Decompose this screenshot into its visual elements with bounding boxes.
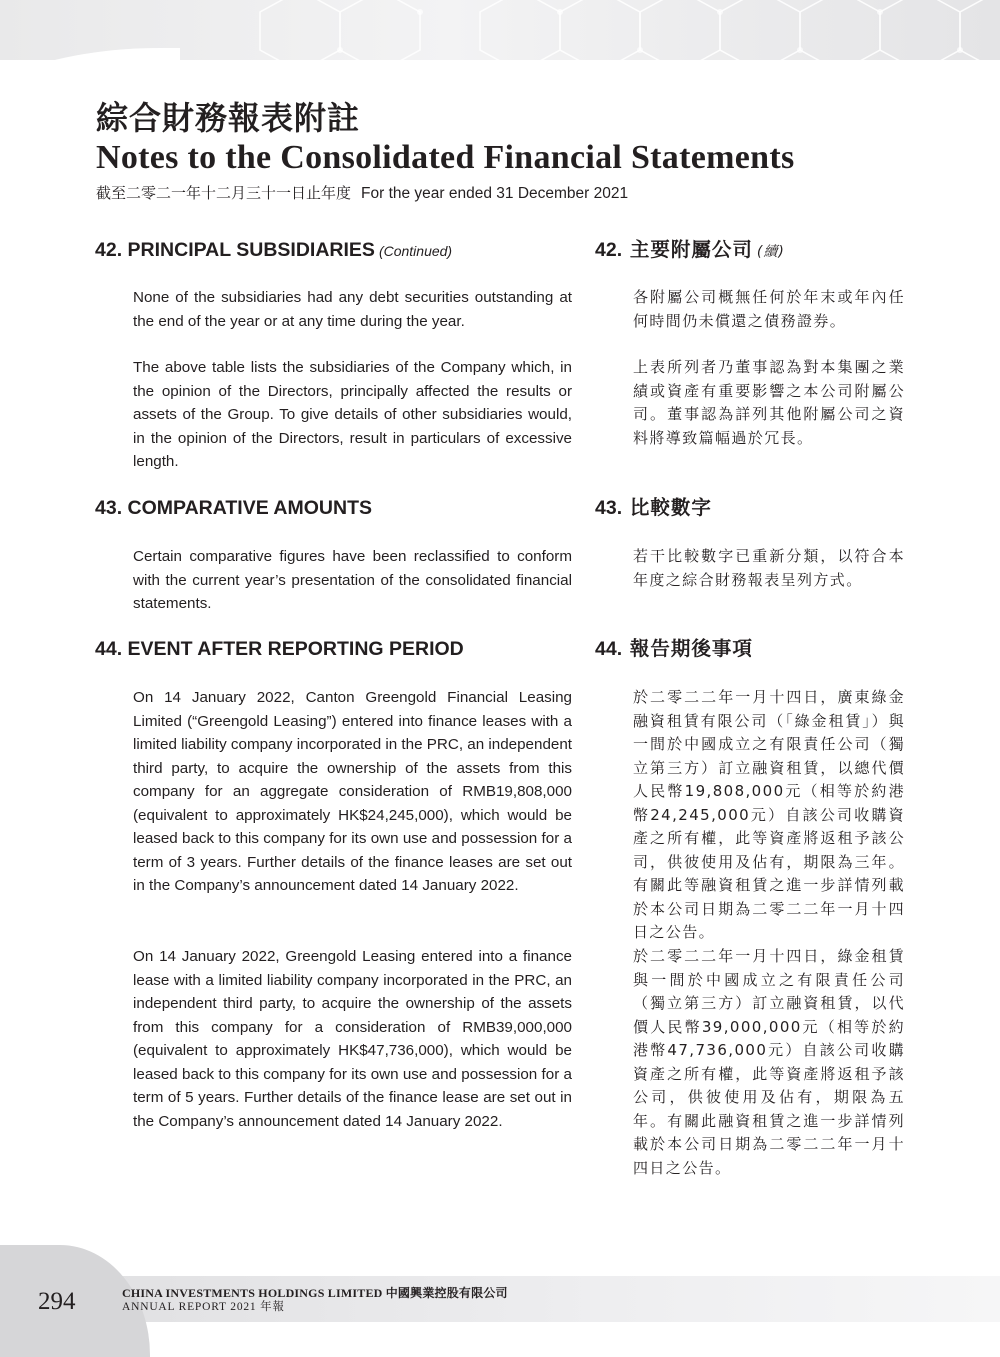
section-43-paragraph-1-en: Certain comparative figures have been reclassified to conform with the current year’s presentation of the consolidated financial statements. — [133, 548, 572, 612]
continued-label: (Continued) — [378, 243, 453, 259]
section-42-heading-en — [95, 237, 452, 264]
section-number: 42. — [95, 239, 123, 261]
section-43-heading-en — [95, 495, 372, 521]
period-subtitle-en: For the year ended 31 December 2021 — [361, 185, 629, 202]
continued-label: (續) — [756, 244, 785, 260]
section-title: 比較數字 — [629, 496, 712, 519]
section-44-paragraph-2-zh: 於二零二二年一月十四日，綠金租賃與一間於中國成立之有限責任公司（獨立第三方）訂立融資租賃，以代價人民幣39,000,000元（相等於約港幣47,736,000元）自該公司收購資產之所有權，此等資產將返租予該公司，供彼使用及佔有，期限為五年。有關此融資租賃之進一步詳情列載於本公司日期為二零二二年一月十四日之公告。 — [633, 947, 905, 1177]
section-42-paragraph-1-zh: 各附屬公司概無任何於年末或年內任何時間仍未償還之債務證券。 — [633, 288, 905, 330]
footer-company-name: CHINA INVESTMENTS HOLDINGS LIMITED 中國興業控股有限公司 — [122, 1286, 508, 1300]
section-title: 主要附屬公司 — [629, 238, 753, 261]
page-title-zh: 綜合財務報表附註 — [96, 99, 361, 137]
period-subtitle — [96, 182, 960, 205]
section-43-paragraph-1-zh: 若干比較數字已重新分類，以符合本年度之綜合財務報表呈列方式。 — [633, 547, 905, 589]
section-42-paragraph-2-en: The above table lists the subsidiaries of the Company which, in the opinion of the Directors, principally affected the results or assets of the Group. To give details of other subsidiaries would, in the opinion of the Directors, result in particulars of excessive length. — [133, 359, 572, 470]
section-number: 42. — [595, 239, 623, 261]
page-header — [96, 98, 960, 205]
section-title: 報告期後事項 — [629, 637, 753, 660]
section-44-paragraph-2-en: On 14 January 2022, Greengold Leasing entered into a finance lease with a limited liability company incorporated in the PRC, an independent third party, to acquire the ownership of the assets from this company for a consideration of RMB39,000,000 (equivalent to approximately HK$47,736,000), which would be leased back to this company for its own use and possession for a term of 5 years. Further details of the finance lease are set out in the Company’s announcement dated 14 January 2022. — [133, 948, 572, 1130]
section-number: 43. — [95, 497, 123, 519]
section-title: EVENT AFTER REPORTING PERIOD — [127, 638, 464, 660]
section-number: 43. — [595, 497, 623, 519]
section-44-heading-en — [95, 636, 464, 662]
section-number: 44. — [595, 638, 623, 660]
section-44-heading-zh — [595, 636, 753, 662]
section-44-paragraph-1-zh: 於二零二二年一月十四日，廣東綠金融資租賃有限公司（「綠金租賃」）與一間於中國成立之有限責任公司（獨立第三方）訂立融資租賃，以總代價人民幣19,808,000元（相等於約港幣24,245,000元）自該公司收購資產之所有權，此等資產將返租予該公司，供彼使用及佔有，期限為三年。有關此等融資租賃之進一步詳情列載於本公司日期為二零二二年一月十四日之公告。 — [633, 688, 905, 941]
section-43-heading-zh — [595, 495, 712, 521]
section-42-paragraph-2-zh: 上表所列者乃董事認為對本集團之業績或資產有重要影響之本公司附屬公司。董事認為詳列其他附屬公司之資料將導致篇幅過於冗長。 — [633, 358, 905, 447]
footer-company-info — [122, 1286, 508, 1314]
section-number: 44. — [95, 638, 123, 660]
page-title-en: Notes to the Consolidated Financial Statements — [96, 139, 795, 176]
section-title: COMPARATIVE AMOUNTS — [127, 497, 372, 519]
section-44-paragraph-1-en: On 14 January 2022, Canton Greengold Financial Leasing Limited (“Greengold Leasing”) entered into finance leases with a limited liability company incorporated in the PRC, an independent third party, to acquire the ownership of the assets from this company for an aggregate consideration of RMB19,808,000 (equivalent to approximately HK$24,245,000), which would be leased back to this company for its own use and possession for a term of 3 years. Further details of the finance leases are set out in the Company’s announcement dated 14 January 2022. — [133, 689, 572, 894]
section-42-paragraph-1-en: None of the subsidiaries had any debt securities outstanding at the end of the year or at any time during the year. — [133, 289, 572, 330]
section-42-heading-zh — [595, 237, 785, 265]
section-title: PRINCIPAL SUBSIDIARIES — [127, 239, 375, 261]
page-number: 294 — [38, 1288, 76, 1315]
period-subtitle-zh: 截至二零二一年十二月三十一日止年度 — [96, 184, 352, 202]
footer-report-name: ANNUAL REPORT 2021 年報 — [122, 1301, 285, 1313]
